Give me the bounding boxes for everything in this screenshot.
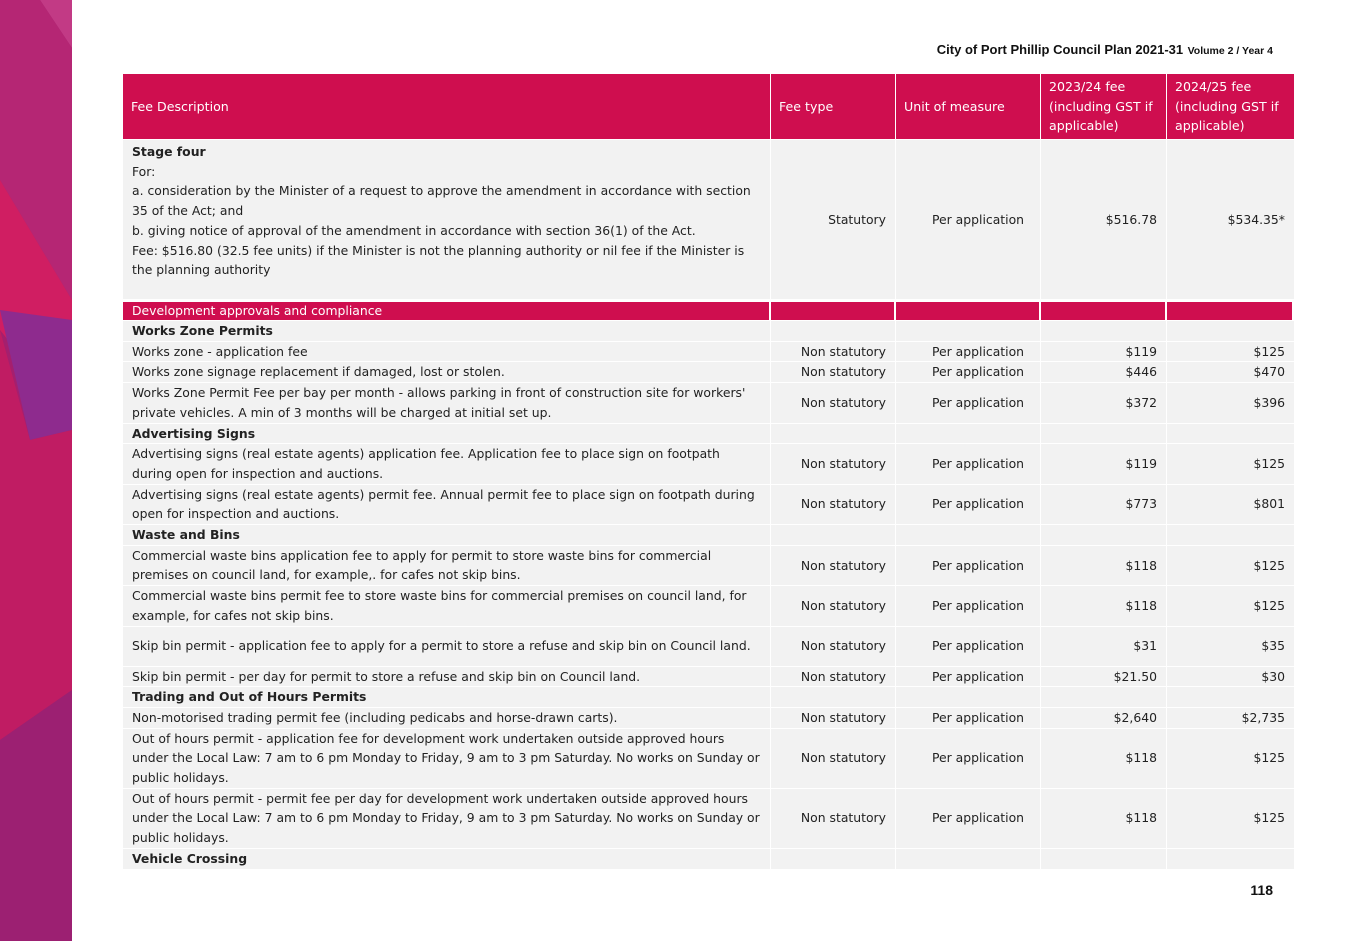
table-row [123, 708, 1294, 729]
fee-2024-25: $125 [1167, 444, 1294, 484]
stage-four-line: Fee: $516.80 (32.5 fee units) if the Minister is not the planning authority or nil fee if the Minister is the planning authority [132, 242, 745, 278]
table-cell [1167, 525, 1294, 546]
table-group-row [123, 321, 1294, 342]
fee-2023-24: $372 [1041, 383, 1167, 423]
fee-description: Skip bin permit - per day for permit to store a refuse and skip bin on Council land. [123, 667, 771, 688]
table-row [123, 362, 1294, 383]
fee-2023-24: $2,640 [1041, 708, 1167, 729]
table-row [123, 789, 1294, 849]
section-cell [771, 302, 896, 321]
fee-2023-24: $118 [1041, 586, 1167, 626]
fee-description: Commercial waste bins application fee to apply for permit to store waste bins for commercial premises on council land, for example,. for cafes not skip bins. [123, 546, 771, 586]
table-row [123, 342, 1294, 363]
fee-description: Non-motorised trading permit fee (including pedicabs and horse-drawn carts). [123, 708, 771, 729]
table-row [123, 627, 1294, 667]
stage-four-fee-2023-24: $516.78 [1041, 140, 1167, 300]
table-cell [1167, 424, 1294, 445]
fee-type: Non statutory [771, 342, 896, 363]
section-cell [1167, 302, 1294, 321]
section-cell [896, 302, 1041, 321]
table-cell [896, 687, 1041, 708]
column-header-description: Fee Description [123, 74, 771, 140]
table-row-stage-four [123, 140, 1294, 300]
table-group-row [123, 424, 1294, 445]
section-row-development-approvals [123, 302, 1294, 321]
table-cell [1041, 849, 1167, 870]
table-row [123, 729, 1294, 789]
fee-2023-24: $119 [1041, 444, 1167, 484]
group-heading: Trading and Out of Hours Permits [123, 687, 771, 708]
fee-type: Non statutory [771, 546, 896, 586]
fee-type: Non statutory [771, 444, 896, 484]
table-group-row [123, 525, 1294, 546]
table-cell [771, 687, 896, 708]
fee-type: Non statutory [771, 362, 896, 383]
side-band-pattern [0, 0, 72, 941]
table-cell [1041, 424, 1167, 445]
fee-2024-25: $125 [1167, 342, 1294, 363]
fee-2024-25: $125 [1167, 789, 1294, 849]
unit-of-measure: Per application [896, 627, 1041, 667]
table-row [123, 444, 1294, 484]
stage-four-line: b. giving notice of approval of the amendment in accordance with section 36(1) of the Act. [132, 222, 696, 238]
stage-four-line: a. consideration by the Minister of a request to approve the amendment in accordance with section 35 of the Act; and [132, 183, 751, 219]
fee-description: Works zone - application fee [123, 342, 771, 363]
fee-2023-24: $446 [1041, 362, 1167, 383]
table-cell [1167, 321, 1294, 342]
fee-description: Commercial waste bins permit fee to store waste bins for commercial premises on council land, for example, for cafes not skip bins. [123, 586, 771, 626]
fee-2023-24: $119 [1041, 342, 1167, 363]
fee-type: Non statutory [771, 708, 896, 729]
column-header-fee-2023-24: 2023/24 fee (including GST if applicable) [1041, 74, 1167, 140]
table-header-row [123, 74, 1294, 140]
unit-of-measure: Per application [896, 383, 1041, 423]
table-group-row [123, 849, 1294, 870]
stage-four-unit: Per application [896, 140, 1041, 300]
document-title: City of Port Phillip Council Plan 2021-31 [936, 42, 1184, 57]
table-cell [771, 321, 896, 342]
fee-type: Non statutory [771, 485, 896, 525]
fee-type: Non statutory [771, 586, 896, 626]
stage-four-heading: Stage four [132, 144, 206, 159]
fee-description: Advertising signs (real estate agents) application fee. Application fee to place sign on footpath during open for inspection and auctions. [123, 444, 771, 484]
fee-2023-24: $21.50 [1041, 667, 1167, 688]
table-cell [1167, 687, 1294, 708]
table-row [123, 546, 1294, 586]
group-heading: Waste and Bins [123, 525, 771, 546]
fee-2023-24: $773 [1041, 485, 1167, 525]
fee-2024-25: $125 [1167, 586, 1294, 626]
table-cell [1041, 321, 1167, 342]
section-title: Development approvals and compliance [123, 302, 771, 321]
stage-four-line: For: [132, 163, 156, 179]
group-heading: Advertising Signs [123, 424, 771, 445]
unit-of-measure: Per application [896, 667, 1041, 688]
fee-2024-25: $30 [1167, 667, 1294, 688]
unit-of-measure: Per application [896, 362, 1041, 383]
table-cell [771, 849, 896, 870]
fee-description: Out of hours permit - application fee for development work undertaken outside approved hours under the Local Law: 7 am to 6 pm Monday to Friday, 9 am to 3 pm Saturday. No works on Sunday or public holidays. [123, 729, 771, 789]
stage-four-fee-type: Statutory [771, 140, 896, 300]
fee-description: Skip bin permit - application fee to apply for a permit to store a refuse and skip bin on Council land. [123, 627, 771, 667]
fee-2024-25: $125 [1167, 729, 1294, 789]
fee-type: Non statutory [771, 729, 896, 789]
table-row [123, 667, 1294, 688]
fee-table [123, 74, 1294, 870]
fee-2023-24: $31 [1041, 627, 1167, 667]
group-heading: Works Zone Permits [123, 321, 771, 342]
fee-2024-25: $125 [1167, 546, 1294, 586]
fee-2024-25: $35 [1167, 627, 1294, 667]
unit-of-measure: Per application [896, 546, 1041, 586]
column-header-unit: Unit of measure [896, 74, 1041, 140]
table-cell [771, 525, 896, 546]
fee-2024-25: $396 [1167, 383, 1294, 423]
fee-description: Works Zone Permit Fee per bay per month - allows parking in front of construction site for workers' private vehicles. A min of 3 months will be charged at initial set up. [123, 383, 771, 423]
unit-of-measure: Per application [896, 729, 1041, 789]
unit-of-measure: Per application [896, 586, 1041, 626]
document-header [937, 41, 1273, 59]
table-cell [771, 424, 896, 445]
page-number: 118 [1250, 882, 1273, 898]
fee-description: Works zone signage replacement if damaged, lost or stolen. [123, 362, 771, 383]
column-header-fee-2024-25: 2024/25 fee (including GST if applicable) [1167, 74, 1294, 140]
unit-of-measure: Per application [896, 342, 1041, 363]
fee-type: Non statutory [771, 627, 896, 667]
table-cell [1041, 525, 1167, 546]
table-row [123, 586, 1294, 626]
table-row [123, 383, 1294, 423]
fee-2024-25: $801 [1167, 485, 1294, 525]
table-cell [896, 525, 1041, 546]
fee-2023-24: $118 [1041, 729, 1167, 789]
decorative-side-band [0, 0, 72, 941]
table-cell [1041, 687, 1167, 708]
table-cell [1167, 849, 1294, 870]
column-header-fee-type: Fee type [771, 74, 896, 140]
fee-description: Out of hours permit - permit fee per day for development work undertaken outside approved hours under the Local Law: 7 am to 6 pm Monday to Friday, 9 am to 3 pm Saturday. No works on Sunday or public holidays. [123, 789, 771, 849]
section-cell [1041, 302, 1167, 321]
unit-of-measure: Per application [896, 789, 1041, 849]
table-group-row [123, 687, 1294, 708]
unit-of-measure: Per application [896, 708, 1041, 729]
stage-four-fee-2024-25: $534.35* [1167, 140, 1294, 300]
unit-of-measure: Per application [896, 485, 1041, 525]
fee-type: Non statutory [771, 789, 896, 849]
fee-2023-24: $118 [1041, 546, 1167, 586]
fee-type: Non statutory [771, 667, 896, 688]
fee-2024-25: $2,735 [1167, 708, 1294, 729]
unit-of-measure: Per application [896, 444, 1041, 484]
table-cell [896, 849, 1041, 870]
group-heading: Vehicle Crossing [123, 849, 771, 870]
fee-2023-24: $118 [1041, 789, 1167, 849]
fee-type: Non statutory [771, 383, 896, 423]
document-volume: Volume 2 / Year 4 [1187, 45, 1273, 57]
stage-four-description [123, 140, 771, 300]
table-cell [896, 321, 1041, 342]
fee-description: Advertising signs (real estate agents) permit fee. Annual permit fee to place sign on footpath during open for inspection and auctions. [123, 485, 771, 525]
table-cell [896, 424, 1041, 445]
table-row [123, 485, 1294, 525]
fee-2024-25: $470 [1167, 362, 1294, 383]
